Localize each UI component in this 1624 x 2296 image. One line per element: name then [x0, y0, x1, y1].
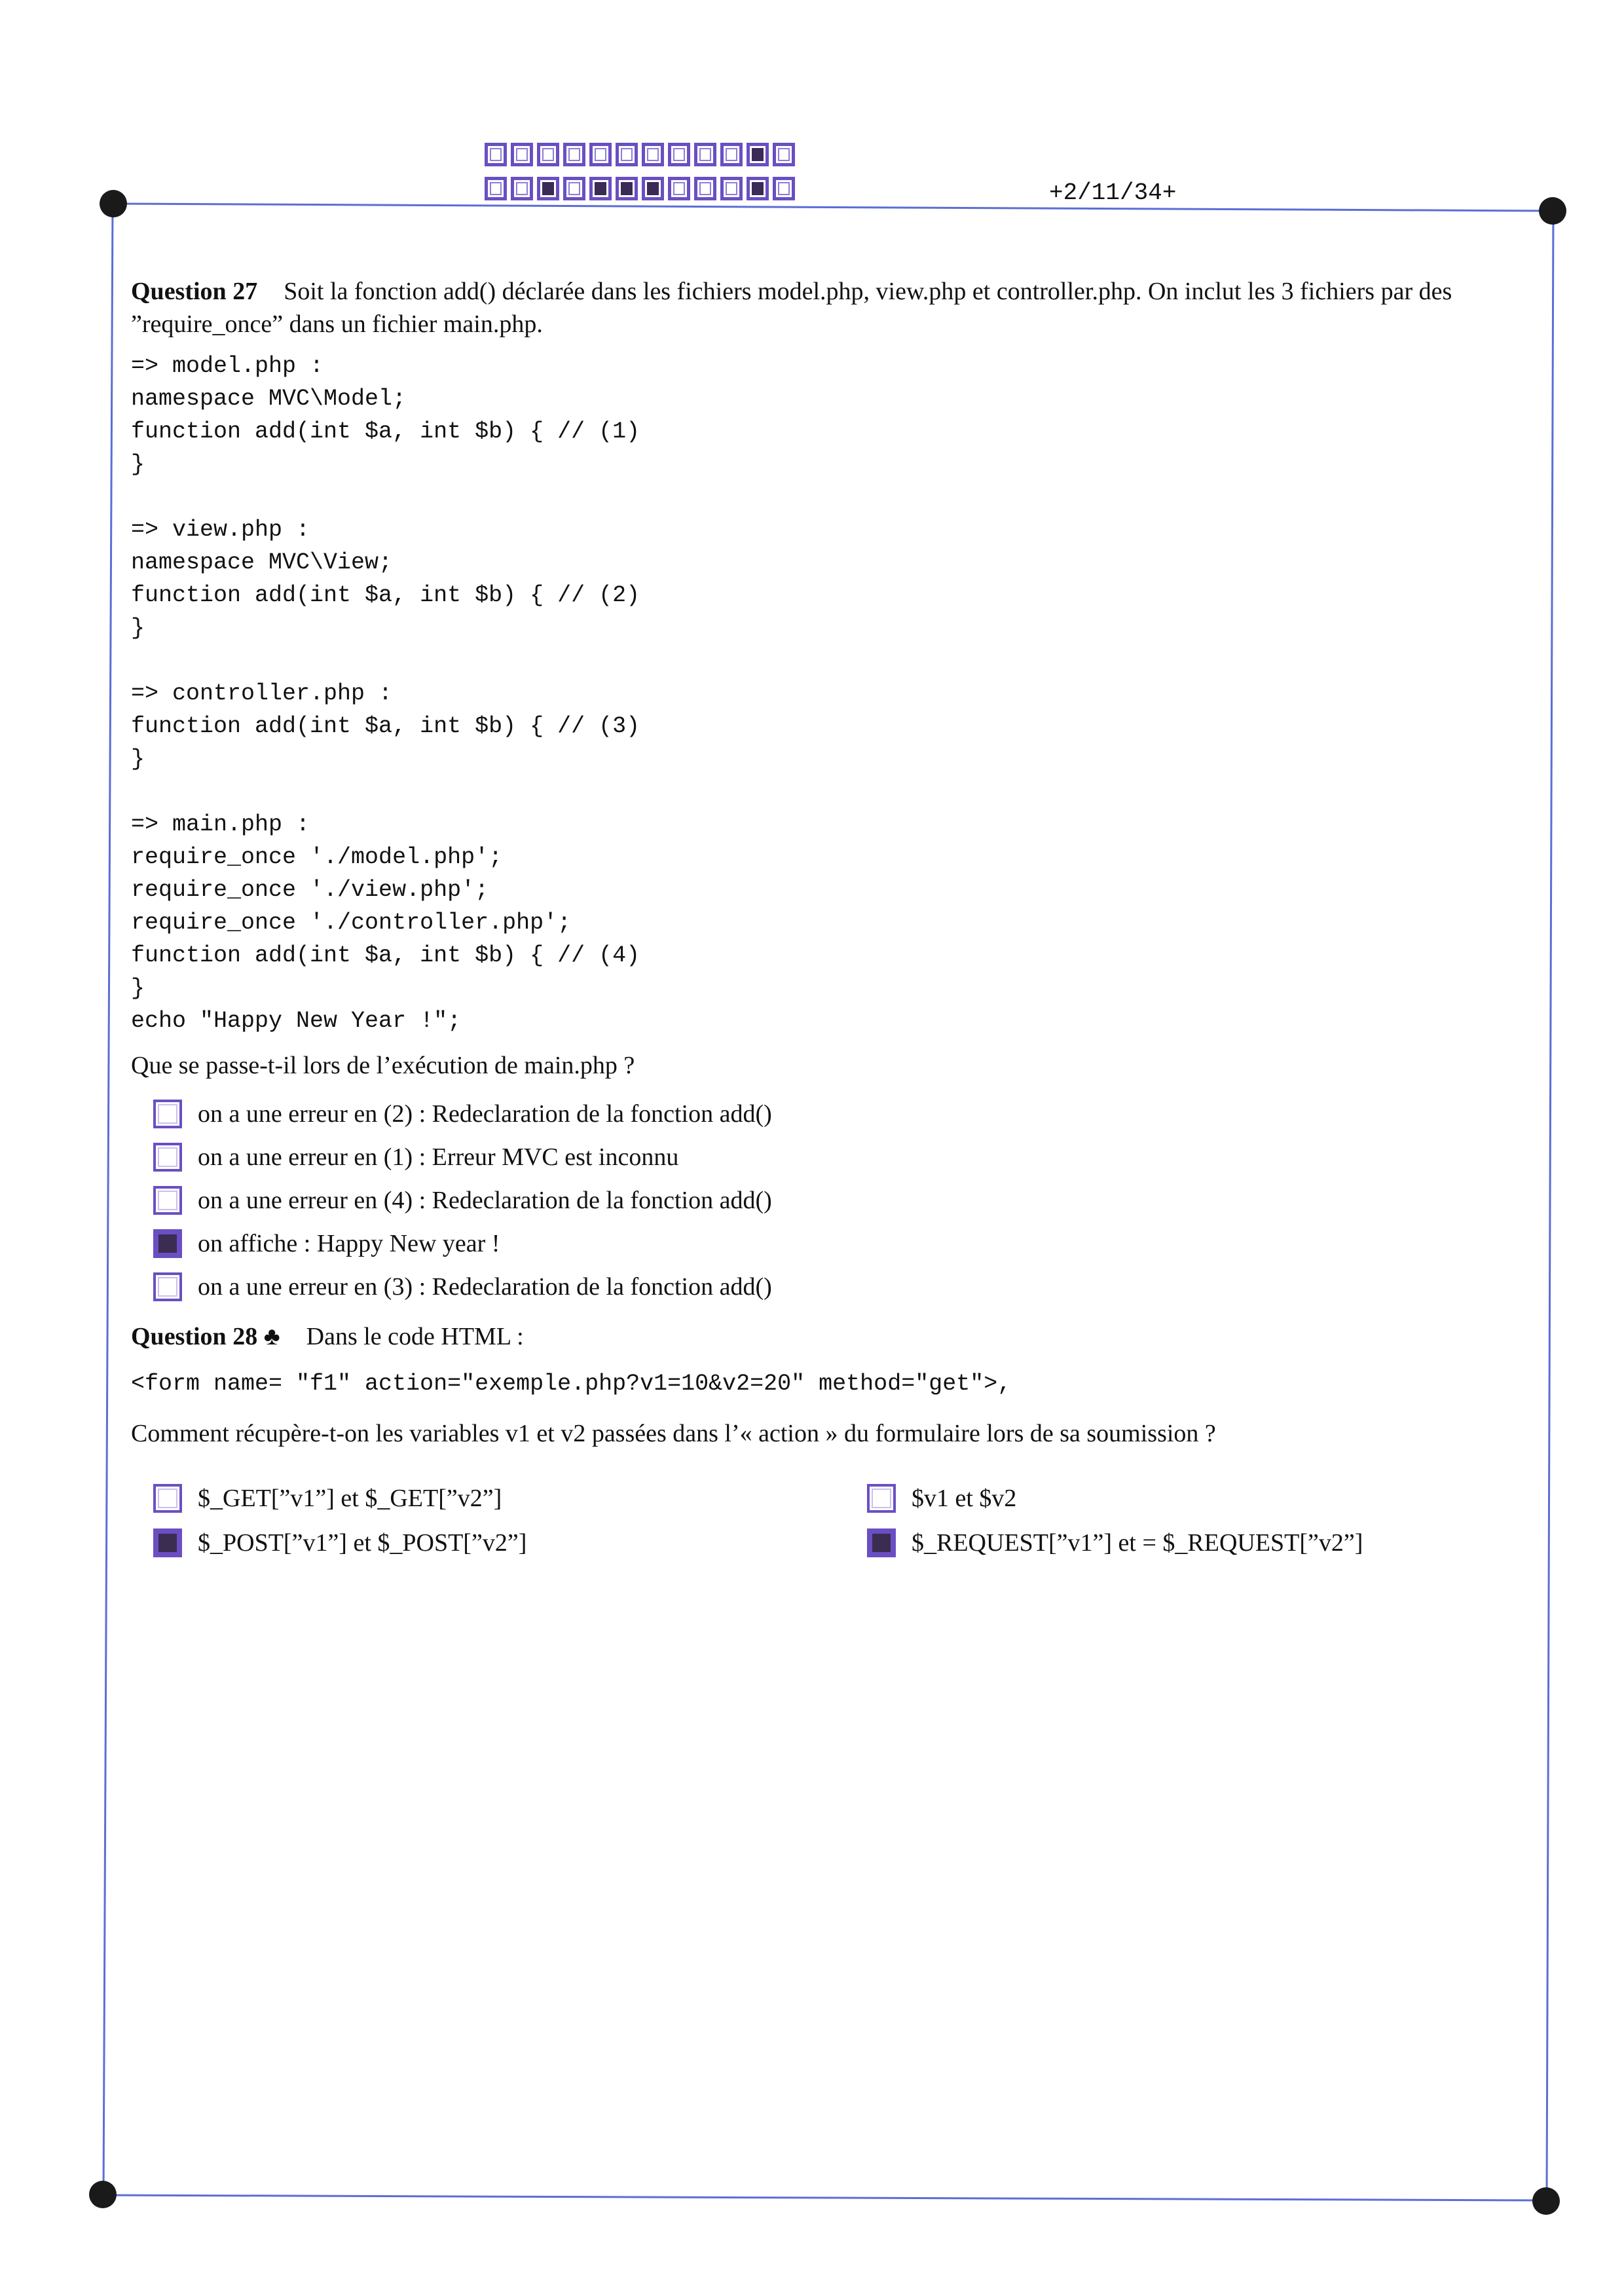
answer-checkbox[interactable]	[153, 1272, 182, 1301]
answer-option[interactable]	[153, 1092, 1545, 1136]
answer-option[interactable]	[153, 1476, 867, 1521]
binary-code-box	[642, 177, 664, 200]
binary-code-box	[668, 143, 690, 166]
corner-marker-top-left	[100, 190, 127, 217]
question-27-answers	[153, 1092, 1545, 1308]
answer-label: $_REQUEST[”v1”] et = $_REQUEST[”v2”]	[912, 1529, 1363, 1557]
code-line: => main.php :	[131, 811, 310, 838]
binary-code-box	[668, 177, 690, 200]
code-line: }	[131, 451, 145, 477]
answer-checkbox[interactable]	[153, 1143, 182, 1172]
answer-label: $v1 et $v2	[912, 1485, 1017, 1512]
code-line: => controller.php :	[131, 680, 393, 707]
answer-checkbox[interactable]	[153, 1186, 182, 1215]
answer-label: $_GET[”v1”] et $_GET[”v2”]	[198, 1485, 502, 1512]
question-27-label: Question 27	[131, 278, 258, 305]
code-line: function add(int $a, int $b) { // (1)	[131, 418, 640, 445]
code-line: require_once './view.php';	[131, 877, 489, 903]
binary-code-box	[747, 143, 769, 166]
question-28-code: <form name= "f1" action="exemple.php?v1=10&v2=20" method="get">,	[131, 1371, 1012, 1397]
answer-option[interactable]	[153, 1222, 1545, 1265]
question-28-text: Dans le code HTML :	[306, 1323, 524, 1350]
binary-code-box	[694, 143, 716, 166]
code-line: echo "Happy New Year !";	[131, 1008, 462, 1034]
code-line: }	[131, 746, 145, 772]
question-27-prompt: Que se passe-t-il lors de l’exécution de main.php ?	[131, 1052, 635, 1079]
code-line: require_once './model.php';	[131, 844, 503, 870]
question-28-answers	[153, 1476, 1545, 1565]
code-line: function add(int $a, int $b) { // (2)	[131, 582, 640, 608]
code-controller	[131, 677, 1545, 775]
answer-checkbox[interactable]	[867, 1528, 896, 1557]
code-line: => model.php :	[131, 353, 324, 379]
question-27-statement	[131, 275, 1545, 341]
answer-checkbox[interactable]	[867, 1484, 896, 1513]
answer-option[interactable]	[867, 1521, 1522, 1565]
answer-label: on a une erreur en (4) : Redeclaration de la fonction add()	[198, 1187, 772, 1214]
answer-option[interactable]	[153, 1265, 1545, 1308]
code-view	[131, 513, 1545, 644]
question-28-statement	[131, 1320, 1545, 1353]
code-line: => view.php :	[131, 517, 310, 543]
code-line: }	[131, 975, 145, 1001]
answer-checkbox[interactable]	[153, 1528, 182, 1557]
code-line: function add(int $a, int $b) { // (4)	[131, 942, 640, 969]
answer-label: on a une erreur en (1) : Erreur MVC est inconnu	[198, 1143, 679, 1171]
code-line: function add(int $a, int $b) { // (3)	[131, 713, 640, 739]
answer-checkbox[interactable]	[153, 1100, 182, 1128]
binary-code-box	[720, 177, 743, 200]
binary-code-box	[642, 143, 664, 166]
corner-marker-top-right	[1539, 197, 1566, 225]
binary-code-box	[563, 177, 585, 200]
binary-code-row-2	[485, 177, 795, 200]
binary-code-box	[537, 177, 559, 200]
answer-option[interactable]	[867, 1476, 1522, 1521]
binary-code-box	[485, 143, 507, 166]
binary-code-box	[563, 143, 585, 166]
answer-option[interactable]	[153, 1521, 867, 1565]
page-identifier: +2/11/34+	[1049, 179, 1177, 206]
binary-code-box	[773, 177, 795, 200]
answer-checkbox[interactable]	[153, 1484, 182, 1513]
question-27-text: Soit la fonction add() déclarée dans les fichiers model.php, view.php et controller.php. On inclut les 3 fichiers par des ”require_once” dans un fichier main.php.	[131, 278, 1452, 338]
code-line: namespace MVC\View;	[131, 549, 393, 576]
binary-code-box	[616, 177, 638, 200]
binary-code-box	[694, 177, 716, 200]
answer-option[interactable]	[153, 1136, 1545, 1179]
code-line: require_once './controller.php';	[131, 910, 572, 936]
binary-code-row-1	[485, 143, 795, 166]
question-28-prompt: Comment récupère-t-on les variables v1 et v2 passées dans l’« action » du formulaire lors de sa soumission ?	[131, 1420, 1216, 1447]
code-model	[131, 350, 1545, 481]
binary-code-box	[511, 177, 533, 200]
binary-code-box	[589, 143, 612, 166]
code-line: namespace MVC\Model;	[131, 386, 407, 412]
corner-marker-bottom-left	[89, 2181, 117, 2208]
binary-code-box	[616, 143, 638, 166]
code-main	[131, 808, 1545, 1037]
answer-option[interactable]	[153, 1179, 1545, 1222]
binary-code-box	[537, 143, 559, 166]
binary-code-box	[720, 143, 743, 166]
corner-marker-bottom-right	[1532, 2187, 1560, 2215]
binary-code-box	[485, 177, 507, 200]
answer-label: $_POST[”v1”] et $_POST[”v2”]	[198, 1529, 527, 1557]
question-28-label: Question 28 ♣	[131, 1323, 280, 1350]
content	[131, 275, 1545, 1565]
binary-code-box	[589, 177, 612, 200]
answer-label: on a une erreur en (2) : Redeclaration de la fonction add()	[198, 1100, 772, 1128]
answer-label: on affiche : Happy New year !	[198, 1230, 500, 1257]
answer-label: on a une erreur en (3) : Redeclaration de la fonction add()	[198, 1273, 772, 1301]
binary-code-box	[773, 143, 795, 166]
code-line: }	[131, 615, 145, 641]
binary-code-box	[511, 143, 533, 166]
binary-code-box	[747, 177, 769, 200]
answer-checkbox[interactable]	[153, 1229, 182, 1258]
